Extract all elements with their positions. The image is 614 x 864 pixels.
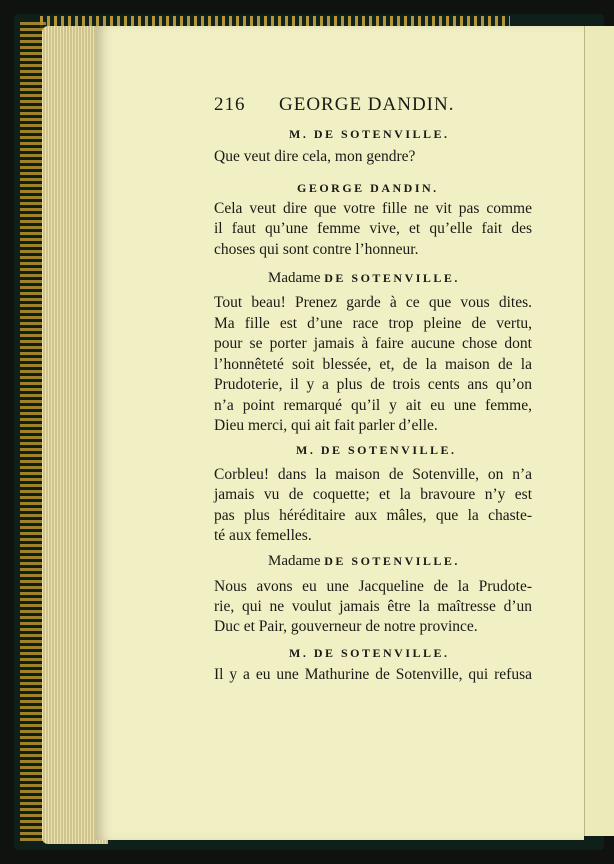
speaker-name: DE SOTENVILLE. [324,271,460,285]
text-line: rie, qui ne voulut jamais être la maîtresse d’un [214,598,532,615]
speaker-label [268,553,460,570]
text-line: Tout beau! Prenez garde à ce que vous dites. [214,294,532,311]
text-line: l’honnêteté soit blessée, et, de la maison de la [214,356,532,373]
speaker-prefix: Madame [268,270,321,286]
text-line: pour se porter jamais à faire aucune chose dont [214,335,532,352]
facing-page-edge [584,26,614,836]
text-line: Cela veut dire que votre fille ne vit pas comme [214,200,532,217]
speaker-label: GEORGE DANDIN. [297,181,439,195]
text-line: Duc et Pair, gouverneur de notre province. [214,618,478,635]
text-line: choses qui sont contre l’honneur. [214,241,419,258]
text-line: Prudoterie, il y a plus de trois cents ans qu’on [214,376,532,393]
text-line: Nous avons eu une Jacqueline de la Prudote- [214,578,532,595]
text-line: n’a point remarqué qu’il y ait eu une femme, [214,397,532,414]
text-line: il faut qu’une femme vive, et qu’elle fait des [214,220,532,237]
text-line: pas plus héréditaire aux mâles, que la chaste- [214,507,532,524]
speaker-name: DE SOTENVILLE. [324,554,460,568]
speaker-label: M. DE SOTENVILLE. [296,443,457,457]
speaker-label [268,270,460,287]
text-line: Que veut dire cela, mon gendre? [214,148,416,165]
text-line: Il y a eu une Mathurine de Sotenville, qui refusa [214,666,532,683]
speaker-prefix: Madame [268,553,321,569]
speaker-label: M. DE SOTENVILLE. [289,127,450,141]
page-number: 216 [214,94,246,115]
running-title: GEORGE DANDIN. [279,94,455,115]
text-line: jamais vu de coquette; et la bravoure n’y est [214,486,532,503]
text-line: Corbleu! dans la maison de Sotenville, on n’a [214,466,532,483]
speaker-label: M. DE SOTENVILLE. [289,646,450,660]
text-line: Dieu merci, qui ait fait parler d’elle. [214,417,438,434]
text-line: té aux femelles. [214,527,312,544]
text-line: Ma fille est d’une race trop pleine de vertu, [214,315,532,332]
